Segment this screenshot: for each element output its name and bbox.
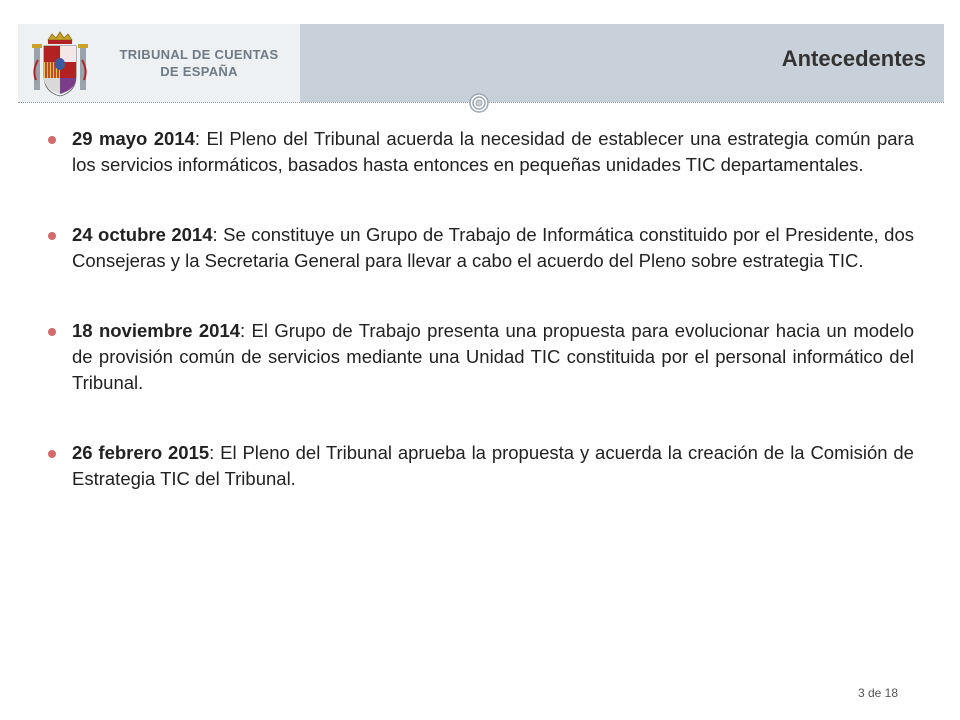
bullet-dot-icon [48,232,56,240]
page-number: 3 de 18 [857,686,898,700]
slide-header [18,24,944,102]
bullet-text: : Se constituye un Grupo de Trabajo de Informática constituido por el Presidente, dos Consejeras y la Secretaria General para llevar a cabo el acuerdo del Pleno sobre estrategia TIC. [72,224,914,271]
bullet-item [46,318,914,396]
bullet-item [46,440,914,492]
bullet-item [46,222,914,274]
bullet-date: 24 octubre 2014 [72,224,213,245]
bullet-text: : El Pleno del Tribunal aprueba la propuesta y acuerda la creación de la Comisión de Estrategia TIC del Tribunal. [72,442,914,489]
bullet-text: : El Grupo de Trabajo presenta una propuesta para evolucionar hacia un modelo de provisión común de servicios mediante una Unidad TIC constituida por el personal informático del Tribunal. [72,320,914,393]
logo-panel [18,24,300,102]
bullet-dot-icon [48,328,56,336]
bullet-date: 18 noviembre 2014 [72,320,241,341]
bullet-item [46,126,914,178]
coat-of-arms-icon [30,30,90,98]
bullet-text: : El Pleno del Tribunal acuerda la necesidad de establecer una estrategia común para los servicios informáticos, basados hasta entonces en pequeñas unidades TIC departamentales. [72,128,914,175]
bullet-dot-icon [48,136,56,144]
target-circle-icon [469,93,489,113]
slide-title: Antecedentes [781,46,926,71]
organization-name-line2: DE ESPAÑA [160,64,238,79]
title-panel [300,24,944,102]
bullet-list [46,126,914,536]
organization-name-line1: TRIBUNAL DE CUENTAS [119,47,279,62]
bullet-dot-icon [48,450,56,458]
organization-name [114,46,284,80]
bullet-date: 26 febrero 2015 [72,442,210,463]
bullet-date: 29 mayo 2014 [72,128,195,149]
